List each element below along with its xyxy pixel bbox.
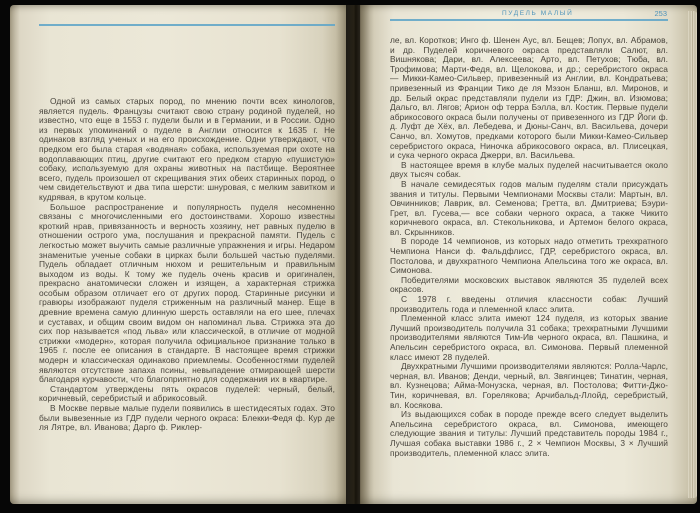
body-paragraph: Стандартом утверждены пять окрасов пуделей: черный, белый, коричневый, серебристый и абрикосовый. bbox=[39, 383, 335, 404]
right-header-rule bbox=[390, 19, 668, 21]
body-paragraph: В настоящее время в клубе малых пуделей насчитывается около двух тысяч собак. bbox=[390, 159, 668, 180]
left-page bbox=[10, 5, 346, 504]
left-header-rule bbox=[39, 24, 335, 26]
page-number: 253 bbox=[654, 9, 667, 18]
body-paragraph: Двухкратными Лучшими производителями являются: Ролла-Чарлс, черная, вл. Иванов; Денди, черный, вл. Звягинцев; Тинатин, черная, вл. Кузнецова; Айма-Монузска, черная, вл. Постолова; Фитти-Джо-Тин, коричневая, вл. Горелякова; Арчибальд-Ллойд, серебристый, вл. Косякова. bbox=[390, 361, 668, 410]
body-paragraph: Большое распространение и популярность пуделя несомненно связаны с многочисленными его достоинствами. Хорошо известны кроткий нрав, привязанность и верность хозяину, нет равных пуделю в отношении острого ума, послушания и прекрасной памяти. Пудель с легкостью может выучить самые различные упражнения и игры. Недаром знаменитые ученые собаки в цирках были большей частью пуделями. Пудель обладает отличным нюхом и решительным и правильным выходом из воды. К тому же пудель очень красив и оригинален, прекрасно анатомически сложен и изящен, а характерная стрижка особым образом отличает его от других пород. Старинные рисунки и гравюры изображают пуделя стриженным на различный манер. Еще в древние времена самую длинную шерсть оставляли на его шее, плечах и суставах, и общим своим видом он напоминал льва. Стрижка эта до сих пор называется «под льва» или классической, в отличие от модной стрижки «модерн», которая получила официальное признание только в 1965 г. после ее описания в стандарте. В настоящее время стрижки модерн и классическая одинаково приемлемы. Особенностями пуделей являются отсутствие запаха псины, невыпадение отмирающей шерсти благодаря курчавости, что благоприятно для содержания их в квартире. bbox=[39, 201, 335, 385]
body-paragraph: ле, вл. Коротков; Инго ф. Шенен Аус, вл. Бещев; Лопух, вл. Абрамов, и др. Пуделей коричневого окраса представляли Салют, вл. Вишнякова; Дари, вл. Алексеева; Арто, вл. Петухов; Тюба, вл. Трофимова; Марти-Федя, вл. Щелокова, и др.; серебристого окраса — Микки-Камео-Сильвер, привезенный из Англии, вл. Кондратьева; привезенный из Франции Тико де ля Мэзон Бланш, вл. Миронов, и др. Белый окрас представляли пудели из ГДР: Джин, вл. Изюмова; Дальго, вл. Лягов; Арион оф терра Бэлла, вл. Костик. Первые пудели абрикосового окраса были получены от привезенного из ГДР Йоги ф. д. Луфт де Хёх, вл. Лебедева, и Дюны-Санч, вл. Васильева, дочери Санчо, вл. Хомутов, предками которого были Микки-Камео-Сильвер серебристого окраса, Ниночка абрикосового окраса, вл. Плисецкая, и сука черного окраса Джерри, вл. Васильева. bbox=[390, 35, 668, 161]
body-paragraph: В породе 14 чемпионов, из которых надо отметить трехкратного Чемпиона Нанси ф. Фальдфлисс, ГДР, серебристого окраса, вл. Постолова, и двухкратного Чемпиона Апельсина того же окраса, вл. Симонова. bbox=[390, 236, 668, 276]
left-page-text bbox=[39, 97, 335, 433]
right-page-content bbox=[390, 5, 668, 504]
body-paragraph: Племенной класс элита имеют 124 пуделя, из которых звание Лучший производитель получила 31 собака; трехкратными Лучшими производителями являются Тим-Ив черного окраса, вл. Пашкина, и Апельсин серебристого окраса, вл. Симонова. Первый племенной класс имеют 28 пуделей. bbox=[390, 313, 668, 362]
body-paragraph: Одной из самых старых пород, по мнению почти всех кинологов, является пудель. Французы считают свою страну родиной пуделей, но известно, что еще в 1553 г. пудели были и в Германии, и в России. Одно из первых упоминаний о пуделе в Англии относится к 1635 г. Не одинаков взгляд ученых и на его происхождение. Одни утверждают, что предком его была старая «водяная» собака, используемая при охоте на водоплавающих птиц, другие считают его предком старую «пушистую» собаку, используемую для охраны животных на пастбище. Вероятнее всего, пудель произошел от скрещивания этих обеих старинных пород, о чем свидетельствуют и два типа шерсти: шнуровая, с мелким завитком и кудрявая, в крутом кольце. bbox=[39, 96, 335, 202]
right-page-text bbox=[390, 36, 668, 458]
body-paragraph: Из выдающихся собак в породе прежде всего следует выделить Апельсина серебристого окраса, вл. Симонова, имеющего следующие звания и титулы: Лучший представитель породы 1984 г., Лучшая собака выставки 1986 г., 2 × Чемпион Москвы, 3 × Лучший производитель, племенной класс элита. bbox=[390, 409, 668, 458]
left-page-content bbox=[39, 5, 335, 504]
body-paragraph: С 1978 г. введены отличия классности собак: Лучший производитель года и племенной класс элита. bbox=[390, 294, 668, 314]
body-paragraph: Победителями московских выставок являются 35 пуделей всех окрасов. bbox=[390, 274, 668, 295]
page-edge-stack bbox=[688, 11, 697, 498]
running-head: ПУДЕЛЬ МАЛЫЙ bbox=[502, 10, 574, 17]
body-paragraph: В Москве первые малые пудели появились в шестидесятых годах. Это были вывезенные из ГДР пудели черного окраса: Блекки-Федя ф. Кур де ля Лятре, вл. Иванова; Дарго ф. Риклер- bbox=[39, 403, 335, 433]
open-book bbox=[8, 5, 697, 504]
body-paragraph: В начале семидесятых годов малым пуделям стали присуждать звания и титулы. Первыми Чемпионами Москвы стали: Мартын, вл. Овчинников; Лаврик, вл. Семенова; Гретта, вл. Дмитриева; Бэури-Грет, вл. Гусева,— все собаки черного окраса, а также Чикито коричневого окраса, вл. Стекольникова, и Артемон белого окраса, вл. Скрынников. bbox=[390, 178, 668, 237]
right-page bbox=[360, 5, 697, 504]
